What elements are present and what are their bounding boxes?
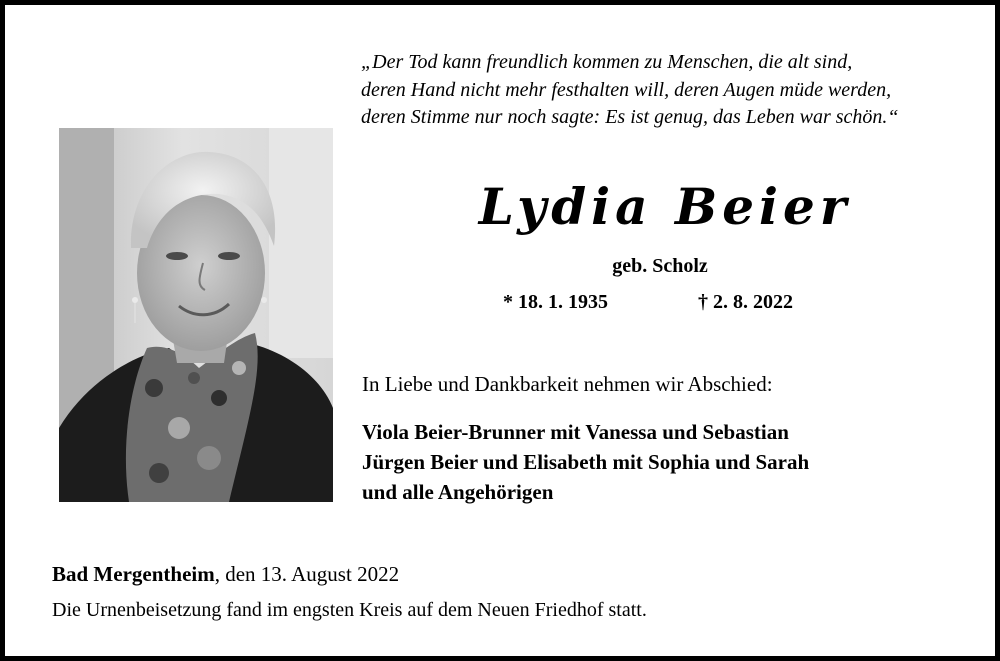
place-name: Bad Mergentheim — [52, 562, 215, 586]
deceased-name: Lydia Beier — [478, 177, 852, 236]
burial-note: Die Urnenbeisetzung fand im engsten Kreis auf dem Neuen Friedhof statt. — [52, 599, 647, 621]
farewell-intro: In Liebe und Dankbarkeit nehmen wir Abschied: — [362, 372, 773, 396]
quote-line: „Der Tod kann freundlich kommen zu Menschen, die alt sind, — [361, 51, 853, 73]
quote-line: deren Stimme nur noch sagte: Es ist genug, das Leben war schön.“ — [361, 106, 899, 128]
mourner-line: Jürgen Beier und Elisabeth mit Sophia und Sarah — [362, 450, 810, 474]
birth-date: * 18. 1. 1935 — [503, 291, 608, 313]
date-text: , den 13. August 2022 — [214, 562, 400, 586]
maiden-name: geb. Scholz — [612, 255, 708, 277]
death-date: † 2. 8. 2022 — [698, 291, 793, 313]
memorial-quote — [361, 49, 981, 132]
mourners-list — [362, 417, 809, 507]
place-date-line — [52, 562, 399, 587]
portrait-image — [59, 128, 333, 502]
mourner-line: und alle Angehörigen — [362, 480, 554, 504]
portrait-photo — [59, 128, 333, 502]
quote-line: deren Hand nicht mehr festhalten will, deren Augen müde werden, — [361, 78, 892, 101]
mourner-line: Viola Beier-Brunner mit Vanessa und Sebastian — [362, 420, 789, 444]
